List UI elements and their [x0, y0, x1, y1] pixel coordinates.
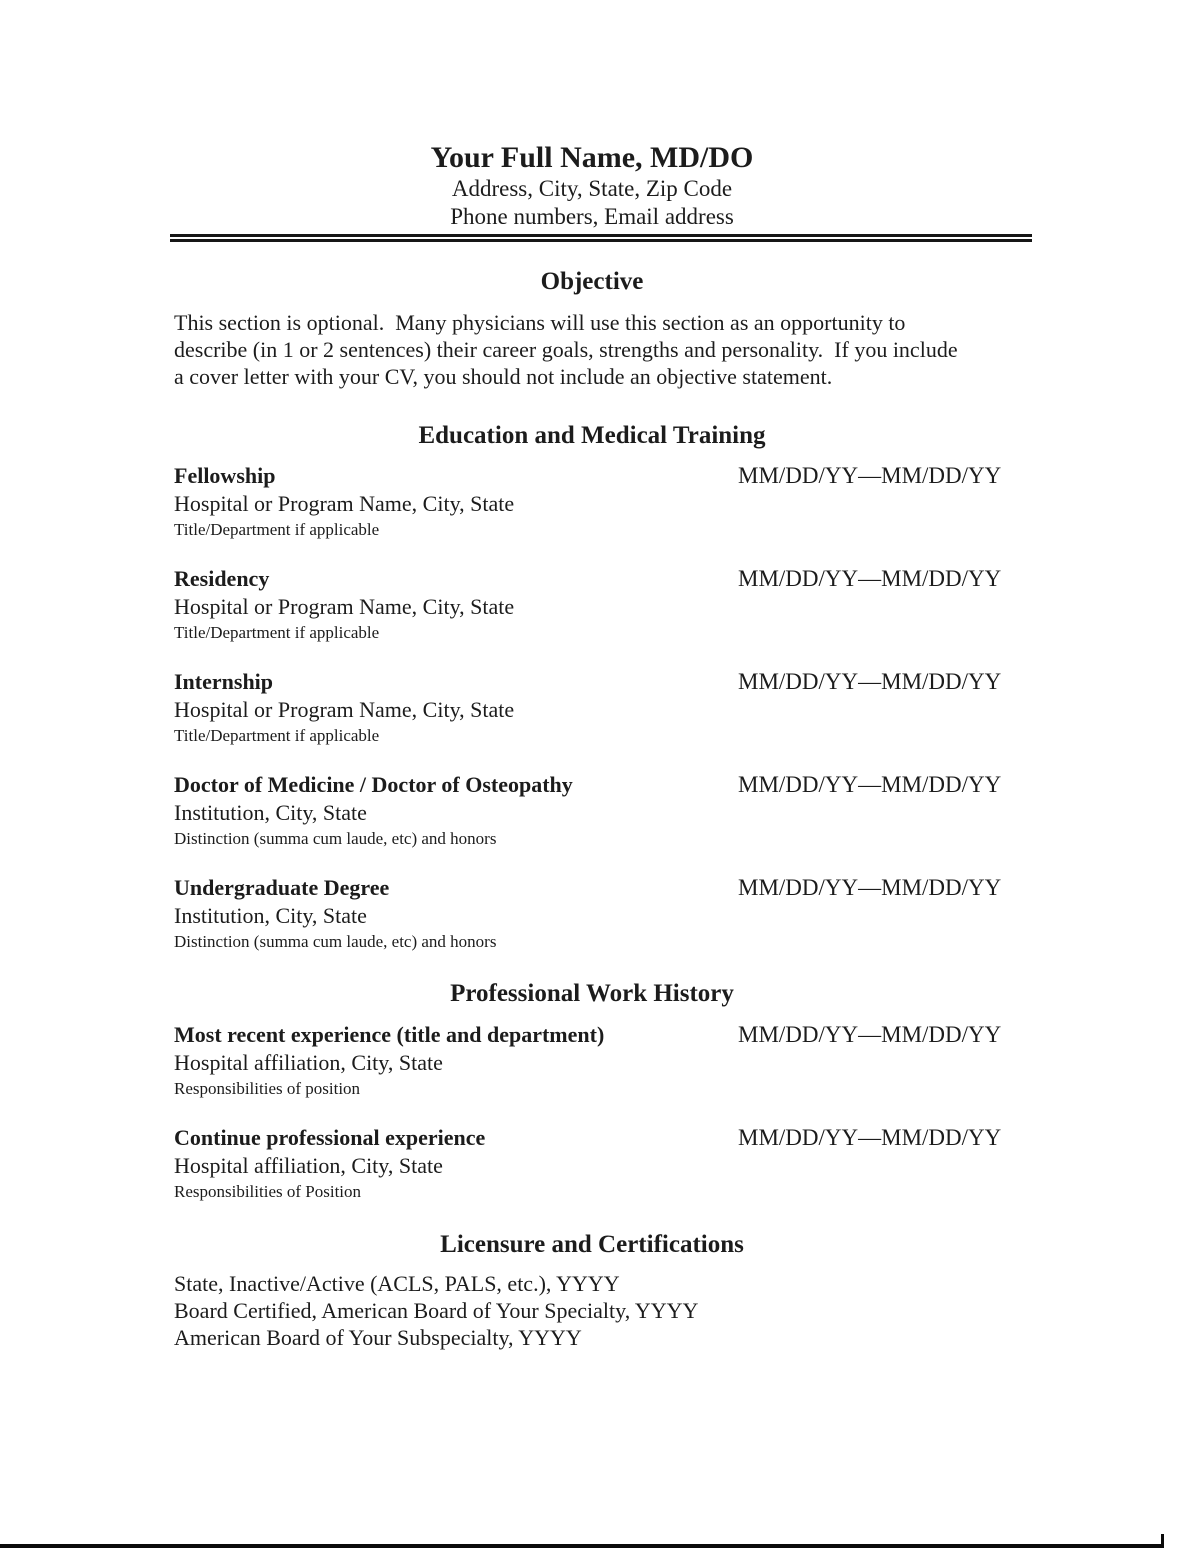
entry-date-range: MM/DD/YY—MM/DD/YY: [738, 566, 1002, 591]
entry-title: Internship: [174, 669, 274, 694]
entry-date-range: MM/DD/YY—MM/DD/YY: [738, 1125, 1002, 1150]
licensure-line: Board Certified, American Board of Your Specialty, YYYY: [174, 1298, 699, 1323]
entry-detail: Title/Department if applicable: [174, 623, 380, 642]
objective-text-line: a cover letter with your CV, you should not include an objective statement.: [174, 364, 833, 389]
page-bottom-scan-line: [0, 1544, 1164, 1548]
entry-detail: Responsibilities of position: [174, 1079, 361, 1098]
entry-institution: Hospital or Program Name, City, State: [174, 491, 515, 516]
licensure-line: American Board of Your Subspecialty, YYYY: [174, 1325, 582, 1350]
entry-detail: Title/Department if applicable: [174, 726, 380, 745]
header-address-line: Address, City, State, Zip Code: [451, 176, 733, 201]
header-contact-line: Phone numbers, Email address: [450, 204, 734, 229]
section-licensure: [174, 1230, 1010, 1351]
header-full-name: Your Full Name, MD/DO: [430, 141, 754, 174]
education-entry-doctorate: [174, 771, 1010, 851]
work-entry-most-recent: [174, 1021, 1010, 1101]
entry-institution: Hospital or Program Name, City, State: [174, 594, 515, 619]
work-history-section-title: Professional Work History: [450, 980, 734, 1007]
header-divider-rule: [170, 234, 1032, 242]
entry-institution: Hospital affiliation, City, State: [174, 1153, 443, 1178]
entry-title: Undergraduate Degree: [174, 875, 390, 900]
objective-text-line: describe (in 1 or 2 sentences) their career goals, strengths and personality. If you include: [174, 337, 958, 362]
entry-institution: Hospital or Program Name, City, State: [174, 697, 515, 722]
licensure-line: State, Inactive/Active (ACLS, PALS, etc.), YYYY: [174, 1271, 620, 1296]
section-objective: [174, 267, 1010, 390]
entry-title: Doctor of Medicine / Doctor of Osteopathy: [174, 772, 573, 797]
entry-date-range: MM/DD/YY—MM/DD/YY: [738, 669, 1002, 694]
entry-institution: Institution, City, State: [174, 903, 367, 928]
education-section-title: Education and Medical Training: [418, 422, 766, 449]
entry-date-range: MM/DD/YY—MM/DD/YY: [738, 463, 1002, 488]
entry-detail: Distinction (summa cum laude, etc) and honors: [174, 829, 497, 848]
objective-section-title: Objective: [540, 268, 644, 295]
entry-institution: Hospital affiliation, City, State: [174, 1050, 443, 1075]
education-entry-internship: [174, 668, 1010, 748]
entry-title: Fellowship: [174, 463, 276, 488]
entry-title: Most recent experience (title and department): [174, 1022, 605, 1047]
entry-detail: Title/Department if applicable: [174, 520, 380, 539]
objective-text-line: This section is optional. Many physicians will use this section as an opportunity to: [174, 310, 906, 335]
entry-title: Continue professional experience: [174, 1125, 486, 1150]
education-entry-fellowship: [174, 462, 1010, 542]
entry-date-range: MM/DD/YY—MM/DD/YY: [738, 875, 1002, 900]
section-education: [174, 421, 1010, 954]
cv-content-column: [174, 141, 1010, 1351]
page-bottom-scan-tick: [1161, 1534, 1164, 1548]
entry-title: Residency: [174, 566, 270, 591]
work-entry-continued: [174, 1124, 1010, 1204]
section-work-history: [174, 979, 1010, 1204]
entry-date-range: MM/DD/YY—MM/DD/YY: [738, 1022, 1002, 1047]
entry-detail: Distinction (summa cum laude, etc) and honors: [174, 932, 497, 951]
education-entry-residency: [174, 565, 1010, 645]
entry-institution: Institution, City, State: [174, 800, 367, 825]
cv-header: [174, 141, 1010, 231]
licensure-section-title: Licensure and Certifications: [440, 1231, 744, 1258]
education-entry-undergraduate: [174, 874, 1010, 954]
entry-detail: Responsibilities of Position: [174, 1182, 362, 1201]
entry-date-range: MM/DD/YY—MM/DD/YY: [738, 772, 1002, 797]
